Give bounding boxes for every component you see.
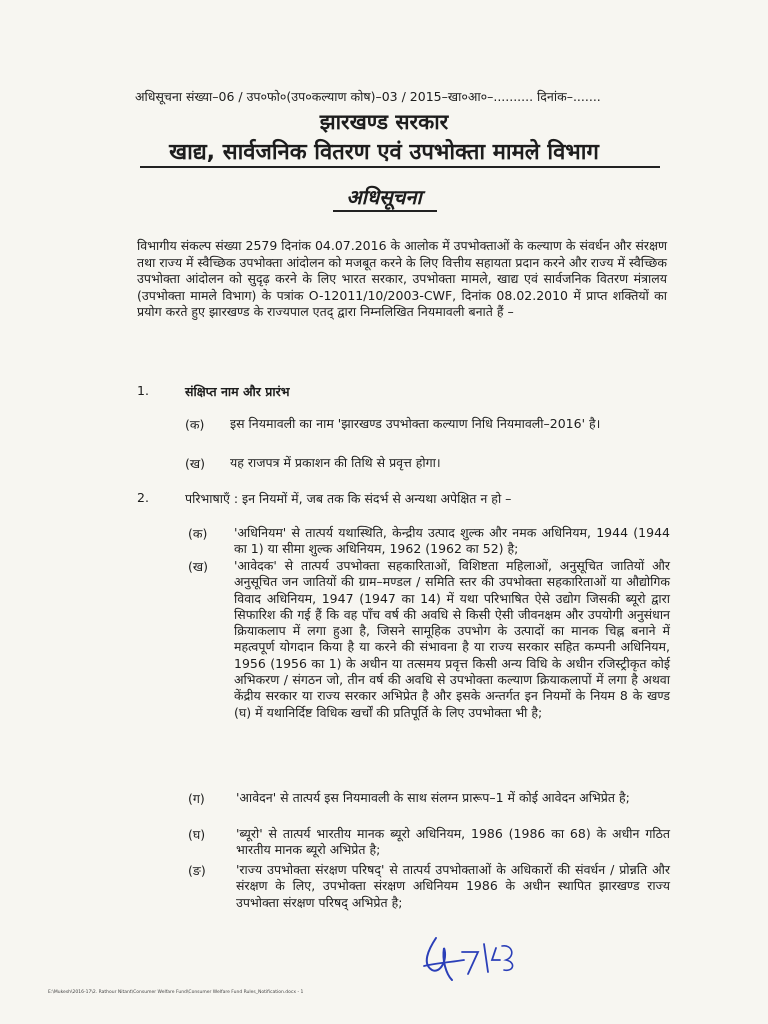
notification-underline	[333, 210, 437, 212]
section-1-number: 1.	[137, 383, 149, 398]
section-2-item-e-text: 'राज्य उपभोक्ता संरक्षण परिषद्' से तात्पर्य उपभोक्ताओं के अधिकारों की संवर्धन / प्रोन्नति और संरक्षण के लिए, उपभोक्ता संरक्षण अधिनियम 1986 के अधीन स्थापित झारखण्ड राज्य उपभोक्ता संरक्षण परिषद् अभिप्रेत है;	[236, 862, 670, 910]
section-1-item-b-text: यह राजपत्र में प्रकाशन की तिथि से प्रवृत्त होगा।	[230, 455, 441, 470]
file-path-footer: E:\Mukesh\2016-17\2. Rathour Nitant\Consumer Welfare Fund\Consumer Welfare Fund Rules_Notification.docx - 1	[48, 990, 304, 995]
section-1-item-a-marker: (क)	[185, 417, 205, 432]
notification-reference-line: अधिसूचना संख्या–06 / उप०फो०(उप०कल्याण कोष)–03 / 2015–खा०आ०–.......... दिनांक–.......	[135, 89, 601, 104]
section-2-item-c-marker: (ग)	[188, 791, 205, 806]
section-2-item-a-marker: (क)	[188, 526, 208, 541]
section-2-item-d-marker: (घ)	[188, 827, 206, 842]
department-heading: खाद्य, सार्वजनिक वितरण एवं उपभोक्ता मामले विभाग	[169, 140, 599, 165]
section-2-item-b-text: 'आवेदक' से तात्पर्य उपभोक्ता सहकारिताओं, विशिष्टता महिलाओं, अनुसूचित जातियों और अनुसूचित जन जातियों की ग्राम–मण्डल / समिति स्तर की उपभोक्ता सहकारिताओं या औद्योगिक विवाद अधिनियम, 1947 (1947 का 14) में यथा परिभाषित ऐसे उद्योग जिसकी ब्यूरो द्वारा सिफारिश की गई हैं कि वह पाँच वर्ष की अवधि से किसी ऐसी जीवनक्षम और उपयोगी अनुसंधान क्रियाकलाप में लगा हुआ है, जिसने सामूहिक उपभोग के उत्पादों का मानक चिह्न बनाने में महत्वपूर्ण योगदान किया है या करने की संभावना है या राज्य सरकार सहित कम्पनी अधिनियम, 1956 (1956 का 1) के अधीन या तत्समय प्रवृत्त किसी अन्य विधि के अधीन रजिस्ट्रीकृत कोई अभिकरण / संगठन जो, तीन वर्ष की अवधि से उपभोक्ता कल्याण क्रियाकलापों में लगा है अथवा केंद्रीय सरकार या राज्य सरकार अभिप्रेत है और इसके अन्तर्गत इन नियमों के नियम 8 के खण्ड (घ) में यथानिर्दिष्ट विधिक खर्चों की प्रतिपूर्ति के लिए उपभोक्ता भी है;	[234, 558, 670, 720]
section-1-item-a-text: इस नियमावली का नाम 'झारखण्ड उपभोक्ता कल्याण निधि नियमावली–2016' है।	[230, 416, 601, 431]
notification-title: अधिसूचना	[346, 185, 422, 209]
department-underline	[140, 166, 660, 168]
section-2-item-b-marker: (ख)	[188, 559, 208, 574]
section-1-title: संक्षिप्त नाम और प्रारंभ	[185, 384, 290, 399]
section-2-item-e-marker: (ङ)	[188, 863, 206, 878]
handwritten-initials-signature	[418, 930, 528, 990]
section-1-item-b-marker: (ख)	[185, 456, 205, 471]
section-2-number: 2.	[137, 490, 149, 505]
section-2-item-a-text: 'अधिनियम' से तात्पर्य यथास्थिति, केन्द्रीय उत्पाद शुल्क और नमक अधिनियम, 1944 (1944 का 1) या सीमा शुल्क अधिनियम, 1962 (1962 का 52) है;	[234, 525, 670, 557]
section-2-item-d-text: 'ब्यूरो' से तात्पर्य भारतीय मानक ब्यूरो अधिनियम, 1986 (1986 का 68) के अधीन गठित भारतीय मानक ब्यूरो अभिप्रेत है;	[236, 826, 670, 858]
preamble-paragraph: विभागीय संकल्प संख्या 2579 दिनांक 04.07.2016 के आलोक में उपभोक्ताओं के कल्याण के संवर्धन और संरक्षण तथा राज्य में स्वैच्छिक उपभोक्ता आंदोलन को मजबूत करने के लिए वित्तीय सहायता प्रदान करने और राज्य में स्वैच्छिक उपभोक्ता आंदोलन को सुदृढ़ करने के लिए भारत सरकार, उपभोक्ता मामले, खाद्य एवं सार्वजनिक वितरण मंत्रालय (उपभोक्ता मामले विभाग) के पत्रांक O-12011/10/2003-CWF, दिनांक 08.02.2010 में प्राप्त शक्तियों का प्रयोग करते हुए झारखण्ड के राज्यपाल एतद् द्वारा निम्नलिखित नियमावली बनाते हैं –	[137, 238, 667, 319]
section-2-item-c-text: 'आवेदन' से तात्पर्य इस नियमावली के साथ संलग्न प्रारूप–1 में कोई आवेदन अभिप्रेत है;	[236, 790, 630, 805]
section-2-title: परिभाषाएँ : इन नियमों में, जब तक कि संदर्भ से अन्यथा अपेक्षित न हो –	[185, 491, 512, 506]
government-heading: झारखण्ड सरकार	[319, 110, 449, 134]
